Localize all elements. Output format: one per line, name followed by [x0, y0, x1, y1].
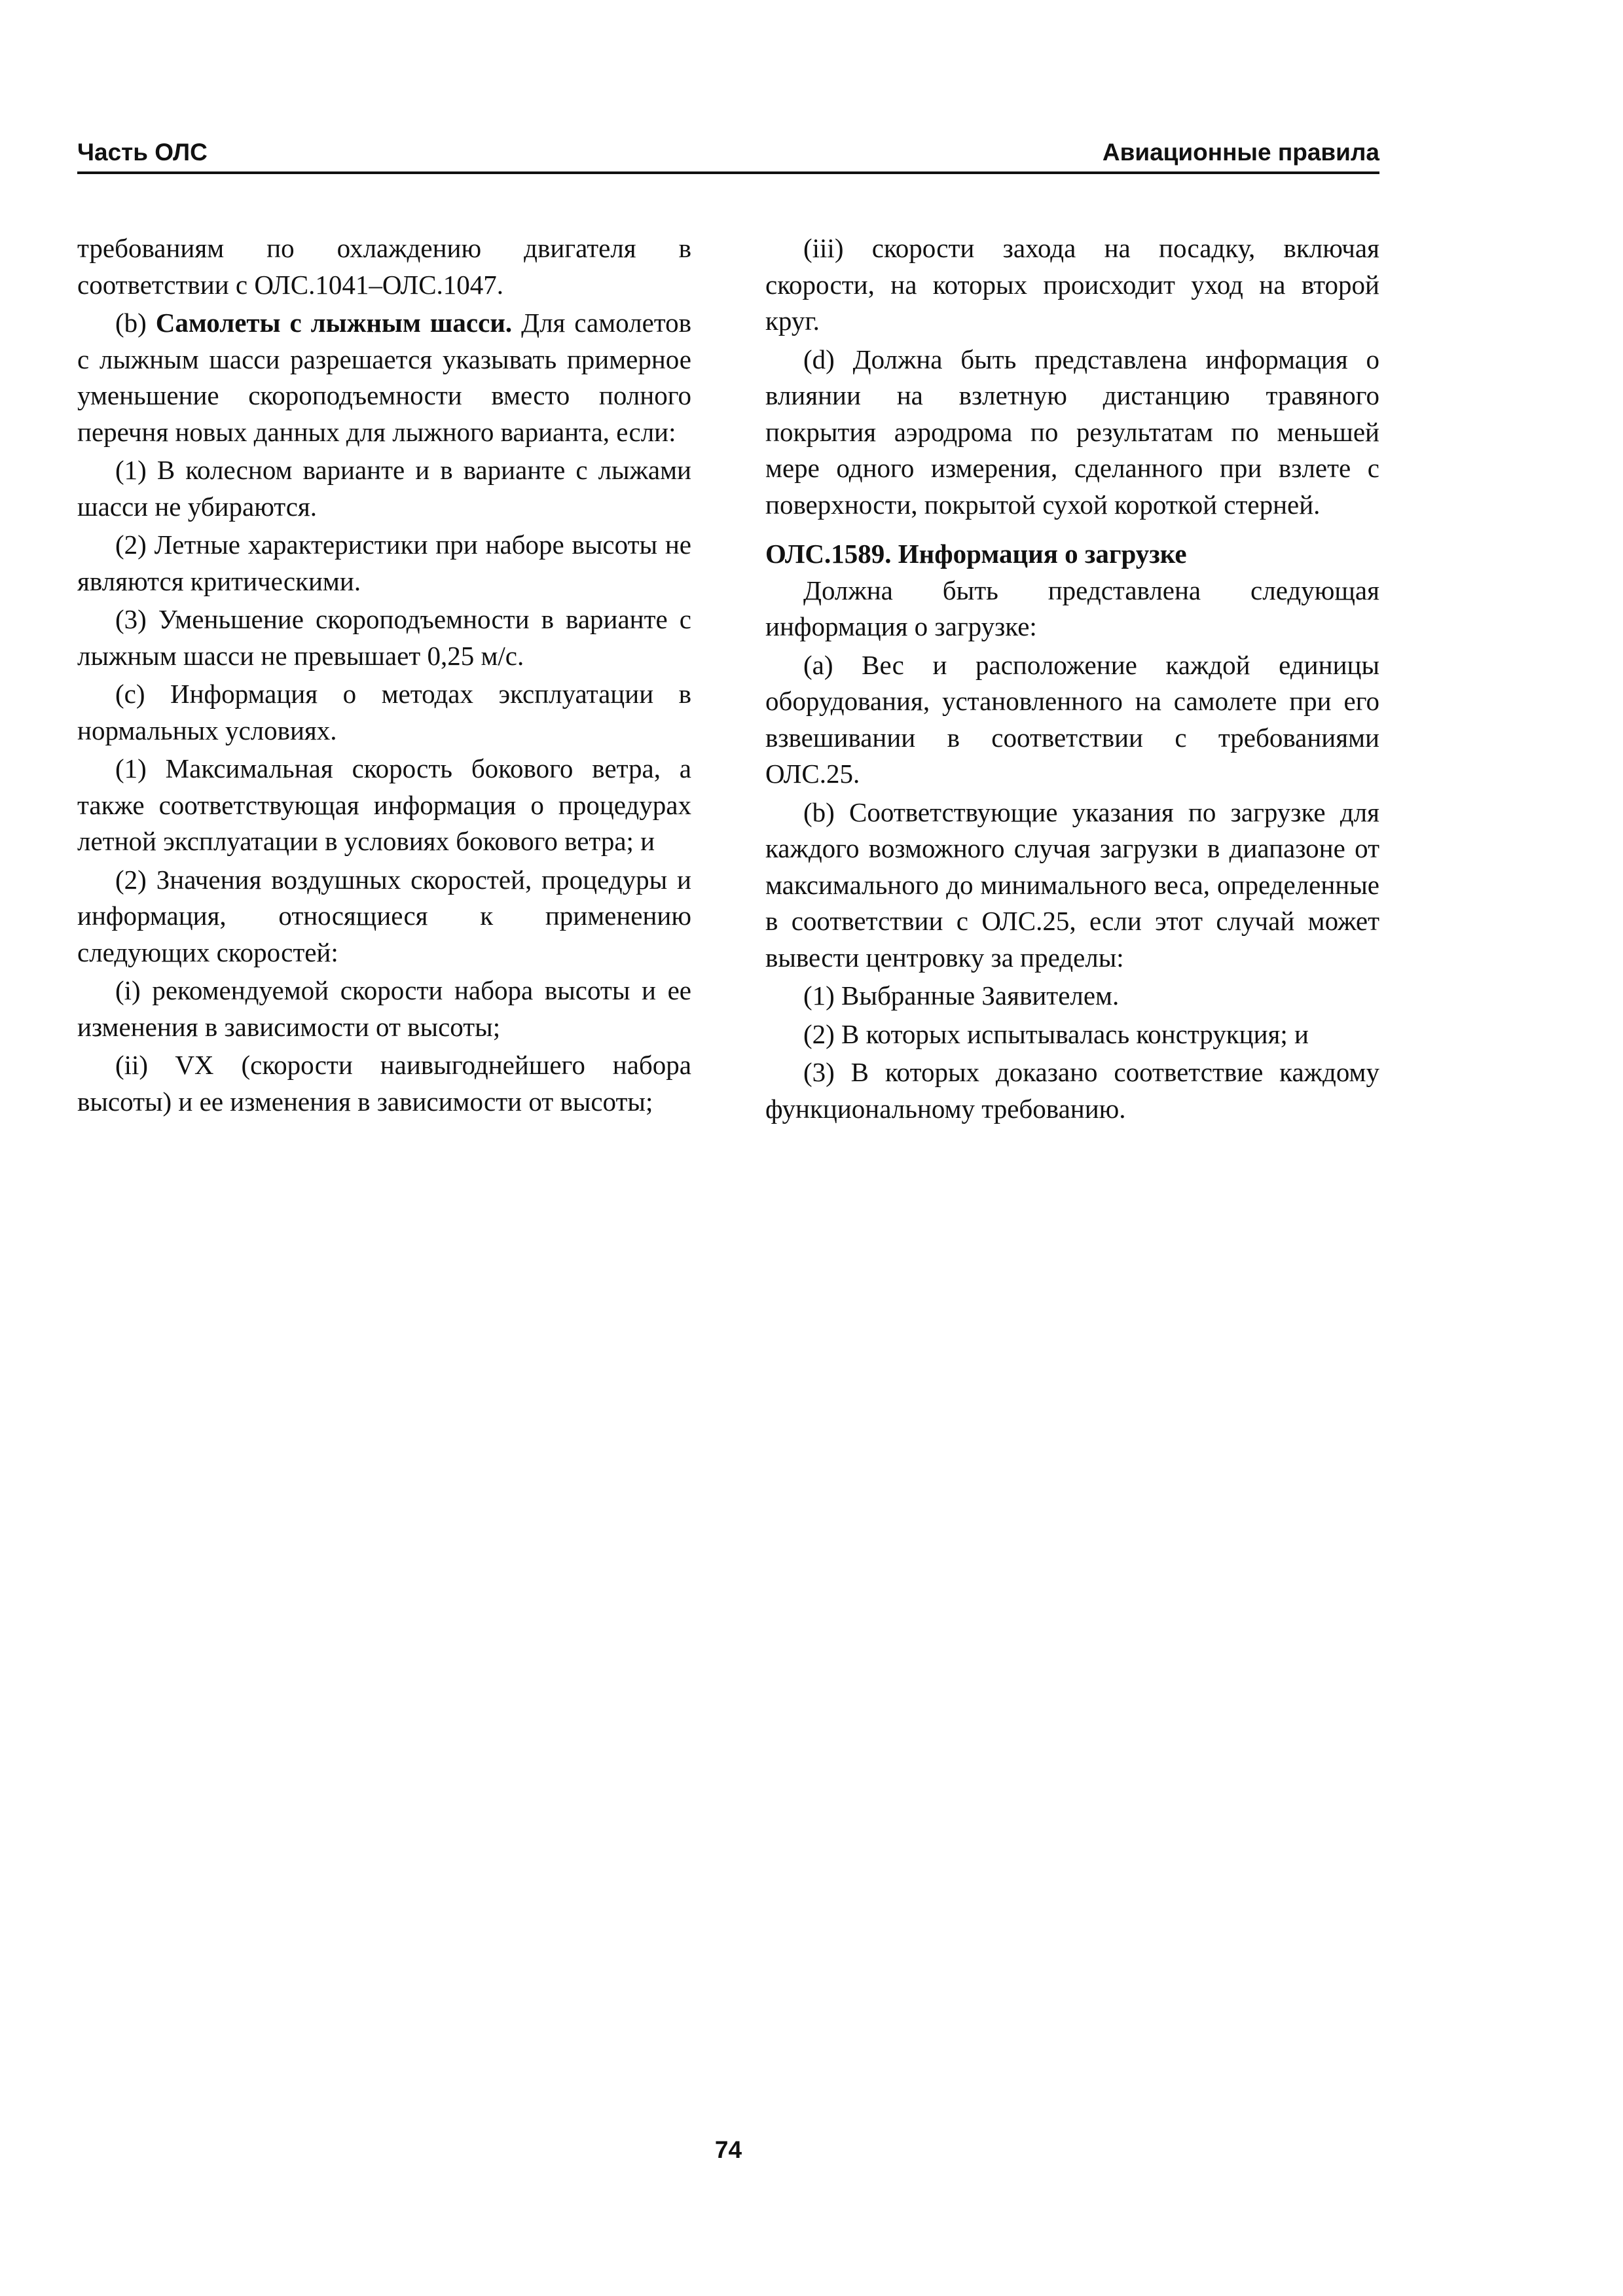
- running-header-left: Часть ОЛС: [77, 139, 208, 166]
- paragraph: (iii) скорости захода на посадку, включая скорости, на которых происходит уход на второй круг.: [765, 233, 1379, 336]
- paragraph: Должна быть представлена следующая информация о загрузке:: [765, 575, 1379, 641]
- paragraph: (1) Выбранные Заявителем.: [803, 980, 1120, 1011]
- page-number: 74: [714, 2136, 742, 2163]
- paragraph: (a) Вес и расположение каждой единицы оборудования, установленного на самолете при его взвешивании в соответствии с требованиями ОЛС.25.: [765, 649, 1379, 789]
- header-rule: [77, 171, 1379, 174]
- item-text: Для самолетов с лыжным шасси разрешается указывать примерное уменьшение скороподъемности вместо полного перечня новых данных для лыжного варианта, если:: [77, 308, 692, 447]
- paragraph: (3) В которых доказано соответствие каждому функциональному требованию.: [765, 1057, 1379, 1124]
- paragraph: (1) Максимальная скорость бокового ветра, а также соответствующая информация о процедурах летной эксплуатации в условиях бокового ветра; и: [77, 753, 691, 856]
- paragraph: (ii) VX (скорости наивыгоднейшего набора высоты) и ее изменения в зависимости от высоты;: [77, 1050, 691, 1117]
- item-heading: Самолеты с лыжным шасси.: [155, 308, 513, 338]
- paragraph: (3) Уменьшение скороподъемности в варианте с лыжным шасси не превышает 0,25 м/с.: [77, 604, 691, 671]
- paragraph: (i) рекомендуемой скорости набора высоты и ее изменения в зависимости от высоты;: [77, 975, 691, 1042]
- paragraph: (c) Информация о методах эксплуатации в нормальных условиях.: [77, 679, 691, 745]
- paragraph: (b) Соответствующие указания по загрузке для каждого возможного случая загрузки в диапазоне от максимального до минимального веса, определенные в соответствии с ОЛС.25, если этот случай может вывести центровку за пределы:: [765, 797, 1379, 973]
- running-header-right: Авиационные правила: [1102, 139, 1379, 166]
- left-column: [77, 230, 691, 1122]
- paragraph: требованиям по охлаждению двигателя в соответствии с ОЛС.1041–ОЛС.1047.: [77, 233, 691, 300]
- section-title: ОЛС.1589. Информация о загрузке: [765, 539, 1187, 569]
- item-label: (b): [115, 308, 147, 338]
- paragraph-ski-landing-gear: [77, 305, 691, 450]
- paragraph: (2) В которых испытывалась конструкция; и: [803, 1018, 1309, 1049]
- right-column: [765, 230, 1379, 1129]
- paragraph: (2) Летные характеристики при наборе высоты не являются критическими.: [77, 529, 691, 596]
- paragraph: (1) В колесном варианте и в варианте с лыжами шасси не убираются.: [77, 455, 691, 522]
- paragraph: (d) Должна быть представлена информация о влиянии на взлетную дистанцию травяного покрытия аэродрома по результатам по меньшей мере одного измерения, сделанного при взлете с поверхности, покрытой сухой короткой стерней.: [765, 344, 1379, 520]
- paragraph: (2) Значения воздушных скоростей, процедуры и информация, относящиеся к применению следующих скоростей:: [77, 864, 691, 967]
